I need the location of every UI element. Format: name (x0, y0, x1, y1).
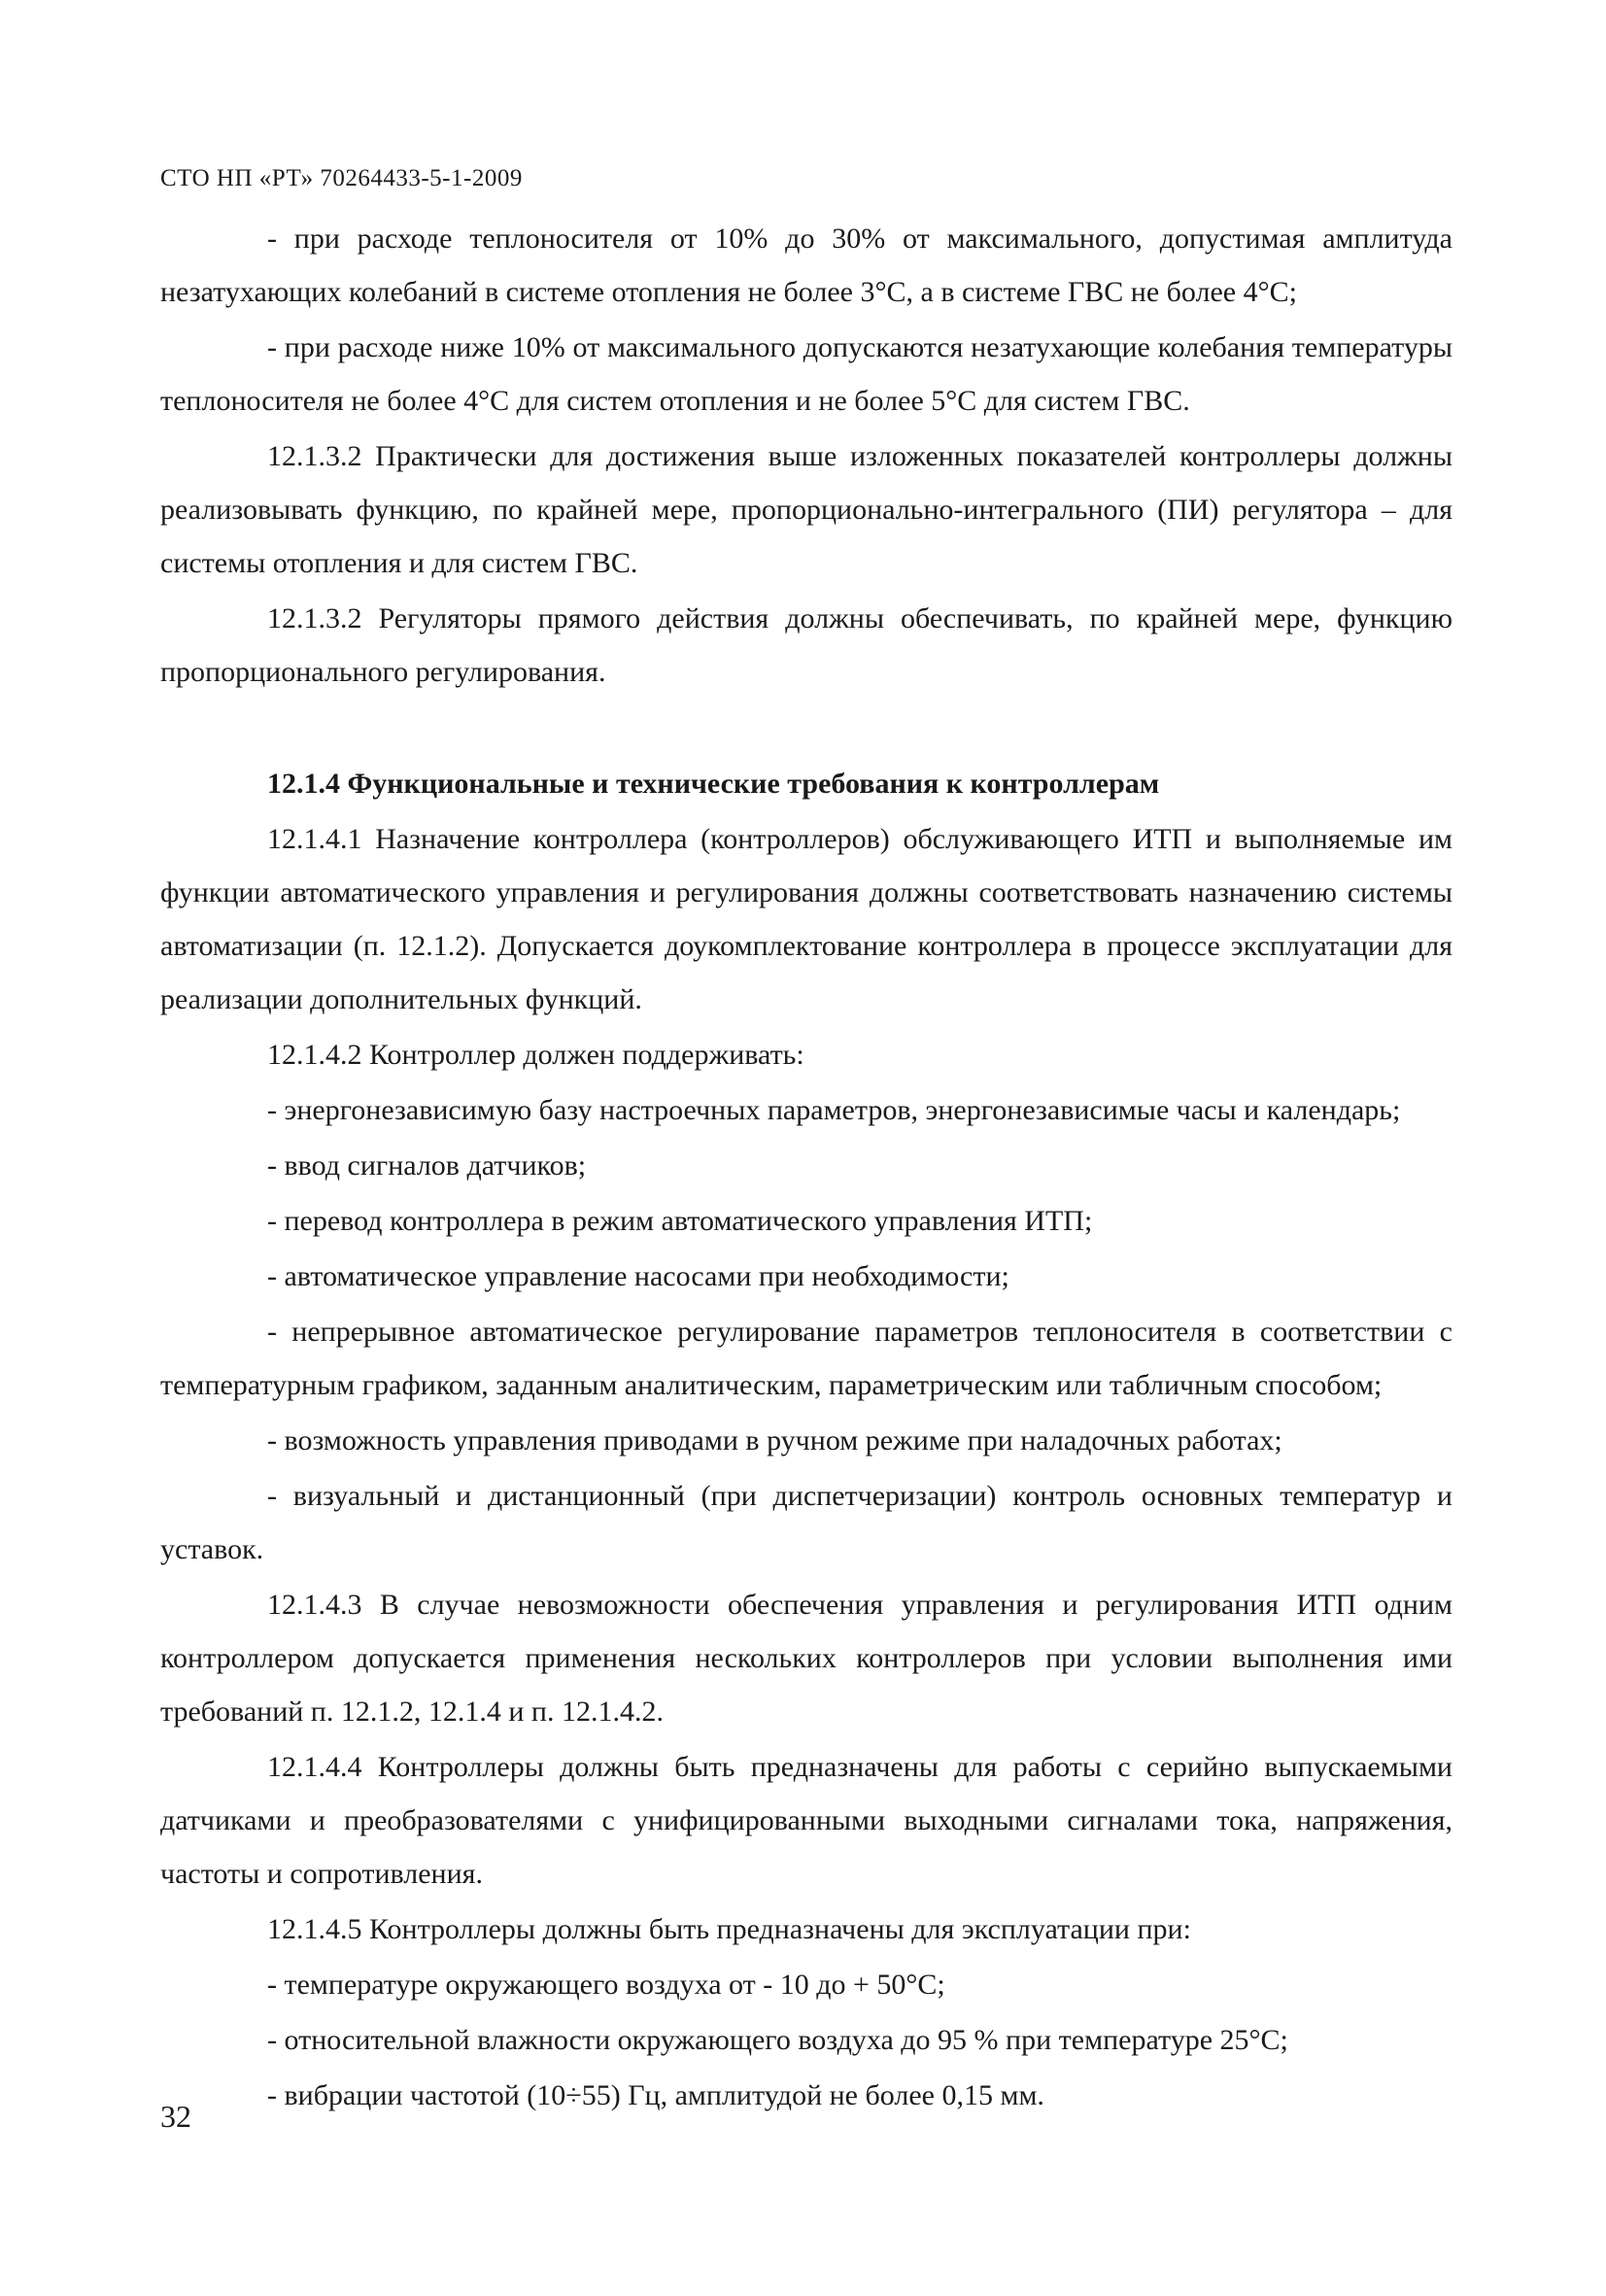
page-number: 32 (160, 2099, 191, 2134)
paragraph-list-item: - визуальный и дистанционный (при диспетчеризации) контроль основных температур и уставок. (160, 1480, 1452, 1565)
paragraph-clause: 12.1.4.1 Назначение контроллера (контроллеров) обслуживающего ИТП и выполняемые им функции автоматического управления и регулирования должны соответствовать назначению системы автоматизации (п. 12.1.2). Допускается доукомплектование контроллера в процессе эксплуатации для реализации дополнительных функций. (160, 823, 1452, 1015)
paragraph-clause: 12.1.4.3 В случае невозможности обеспечения управления и регулирования ИТП одним контроллером допускается применения нескольких контроллеров при условии выполнения ими требований п. 12.1.2, 12.1.4 и п. 12.1.4.2. (160, 1589, 1452, 1728)
paragraph-clause: 12.1.4.2 Контроллер должен поддерживать: (267, 1039, 804, 1071)
paragraph-list-item: - относительной влажности окружающего воздуха до 95 % при температуре 25°С; (267, 2024, 1288, 2056)
paragraph-list-item: - при расходе теплоносителя от 10% до 30% от максимального, допустимая амплитуда незатухающих колебаний в системе отопления не более 3°С, а в системе ГВС не более 4°С; (160, 223, 1452, 308)
paragraph-clause: 12.1.3.2 Регуляторы прямого действия должны обеспечивать, по крайней мере, функцию пропорционального регулирования. (160, 602, 1452, 688)
document-body (160, 212, 1452, 2124)
paragraph-list-item: - при расходе ниже 10% от максимального допускаются незатухающие колебания температуры теплоносителя не более 4°С для систем отопления и не более 5°С для систем ГВС. (160, 331, 1452, 417)
paragraph-list-item: - перевод контроллера в режим автоматического управления ИТП; (267, 1205, 1093, 1237)
paragraph-list-item: - вибрации частотой (10÷55) Гц, амплитудой не более 0,15 мм. (267, 2079, 1044, 2111)
paragraph-list-item: - температуре окружающего воздуха от - 10 до + 50°С; (267, 1969, 945, 2001)
paragraph-clause: 12.1.4.4 Контроллеры должны быть предназначены для работы с серийно выпускаемыми датчиками и преобразователями с унифицированными выходными сигналами тока, напряжения, частоты и сопротивления. (160, 1751, 1452, 1890)
section-heading: 12.1.4 Функциональные и технические требования к контроллерам (267, 768, 1160, 800)
paragraph-list-item: - непрерывное автоматическое регулирование параметров теплоносителя в соответствии с температурным графиком, заданным аналитическим, параметрическим или табличным способом; (160, 1316, 1452, 1401)
paragraph-list-item: - ввод сигналов датчиков; (267, 1149, 587, 1182)
paragraph-list-item: - возможность управления приводами в ручном режиме при наладочных работах; (267, 1424, 1282, 1456)
running-header: СТО НП «РТ» 70264433-5-1-2009 (160, 165, 523, 191)
paragraph-list-item: - энергонезависимую базу настроечных параметров, энергонезависимые часы и календарь; (267, 1094, 1401, 1126)
paragraph-list-item: - автоматическое управление насосами при необходимости; (267, 1260, 1009, 1292)
paragraph-clause: 12.1.3.2 Практически для достижения выше изложенных показателей контроллеры должны реализовывать функцию, по крайней мере, пропорционально-интегрального (ПИ) регулятора – для системы отопления и для систем ГВС. (160, 440, 1452, 579)
paragraph-clause: 12.1.4.5 Контроллеры должны быть предназначены для эксплуатации при: (267, 1913, 1191, 1945)
